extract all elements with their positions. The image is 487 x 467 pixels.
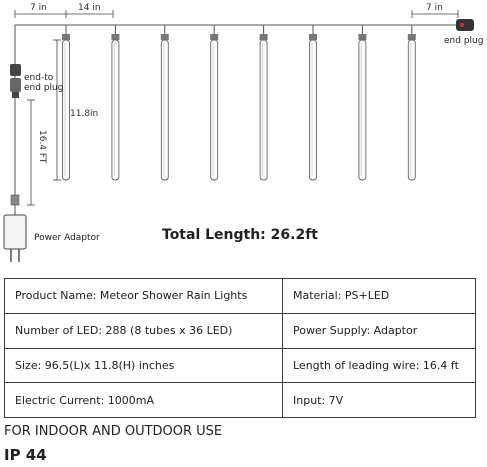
spec-row — [5, 383, 476, 418]
total-length-label: Total Length: 26.2ft — [162, 227, 318, 243]
meteor-tube — [111, 25, 119, 180]
tube-group — [62, 25, 416, 180]
wire-length-label: 16.4 FT — [37, 130, 47, 164]
end-to-end-plug-label-line2: end plug — [24, 83, 64, 93]
end-to-end-plug-icon — [10, 64, 21, 98]
power-adaptor-label: Power Adaptor — [34, 233, 100, 243]
meteor-tube — [260, 25, 268, 180]
spec-cell: Number of LED: 288 (8 tubes x 36 LED) — [5, 313, 283, 348]
meteor-tube — [62, 25, 70, 180]
end-plug-icon — [456, 19, 474, 31]
end-to-end-plug-label-line1: end-to — [24, 73, 54, 83]
dimension-wire-length — [27, 100, 35, 205]
spec-row — [5, 348, 476, 383]
spec-row — [5, 279, 476, 314]
dim-end-spacing-label: 7 in — [426, 3, 443, 13]
ip-rating: IP 44 — [4, 446, 47, 464]
end-plug-label: end plug — [444, 36, 484, 46]
meteor-tube — [210, 25, 218, 180]
indoor-outdoor-note: FOR INDOOR AND OUTDOOR USE — [4, 424, 223, 439]
meteor-tube — [358, 25, 366, 180]
spec-cell: Input: 7V — [283, 383, 476, 418]
spec-cell: Power Supply: Adaptor — [283, 313, 476, 348]
dimension-tube-length — [53, 40, 61, 180]
dim-tube-spacing-label: 14 in — [78, 3, 101, 13]
power-adaptor-icon — [4, 195, 26, 262]
spec-row — [5, 313, 476, 348]
dim-lead-spacing-label: 7 in — [30, 3, 47, 13]
spec-table — [4, 278, 476, 418]
meteor-tube — [408, 25, 416, 180]
spec-cell: Electric Current: 1000mA — [5, 383, 283, 418]
meteor-tube — [309, 25, 317, 180]
spec-cell: Product Name: Meteor Shower Rain Lights — [5, 279, 283, 314]
spec-cell: Size: 96.5(L)x 11.8(H) inches — [5, 348, 283, 383]
spec-cell: Length of leading wire: 16.4 ft — [283, 348, 476, 383]
tube-length-label: 11.8in — [70, 109, 99, 119]
spec-cell: Material: PS+LED — [283, 279, 476, 314]
meteor-tube — [161, 25, 169, 180]
